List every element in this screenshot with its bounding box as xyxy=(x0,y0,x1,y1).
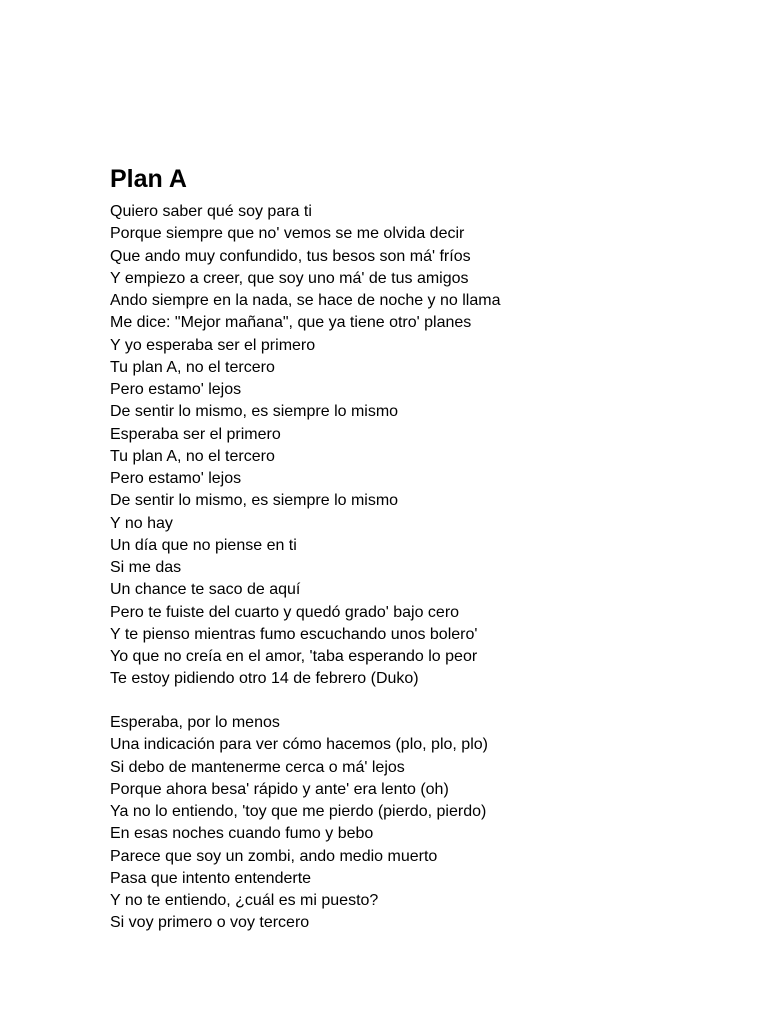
lyric-line: Te estoy pidiendo otro 14 de febrero (Duko) xyxy=(110,670,419,688)
lyric-line: Que ando muy confundido, tus besos son má' fríos xyxy=(110,247,471,265)
lyric-line: Quiero saber qué soy para ti xyxy=(110,203,312,220)
lyric-line: Porque ahora besa' rápido y ante' era lento (oh) xyxy=(110,780,449,798)
lyric-line: Parece que soy un zombi, ando medio muerto xyxy=(110,847,438,865)
lyric-line: Y yo esperaba ser el primero xyxy=(110,336,316,354)
lyric-line: Ando siempre en la nada, se hace de noche y no llama xyxy=(110,292,501,309)
lyric-line: Pero te fuiste del cuarto y quedó grado' bajo cero xyxy=(110,603,460,621)
lyric-line: Ya no lo entiendo, 'toy que me pierdo (pierdo, pierdo) xyxy=(110,803,487,820)
lyric-line: Si me das xyxy=(110,559,182,576)
lyric-line: Esperaba ser el primero xyxy=(110,425,281,443)
lyric-line: Si debo de mantenerme cerca o má' lejos xyxy=(110,758,405,776)
lyrics-stanza-2 xyxy=(110,712,488,935)
lyric-line: Si voy primero o voy tercero xyxy=(110,914,310,932)
lyric-line: Una indicación para ver cómo hacemos (plo, plo, plo) xyxy=(110,736,488,754)
lyric-line: Y no te entiendo, ¿cuál es mi puesto? xyxy=(110,892,379,909)
lyric-line: Y empiezo a creer, que soy uno má' de tus amigos xyxy=(110,269,469,287)
lyric-line: Pasa que intento entenderte xyxy=(110,869,312,887)
lyric-line: Pero estamo' lejos xyxy=(110,381,242,398)
lyric-line: Me dice: "Mejor mañana", que ya tiene otro' planes xyxy=(110,314,472,332)
lyric-line: Esperaba, por lo menos xyxy=(110,714,280,731)
lyric-line: De sentir lo mismo, es siempre lo mismo xyxy=(110,403,399,421)
lyric-line: Y no hay xyxy=(110,514,173,532)
lyric-line: Un chance te saco de aquí xyxy=(110,581,301,599)
lyric-line: En esas noches cuando fumo y bebo xyxy=(110,825,374,843)
lyric-line: Pero estamo' lejos xyxy=(110,470,242,487)
lyric-line: Un día que no piense en ti xyxy=(110,536,297,554)
document-title: Plan A xyxy=(110,165,187,193)
lyric-line: Porque siempre que no' vemos se me olvida decir xyxy=(110,225,465,243)
lyrics-stanza-1 xyxy=(110,201,500,691)
lyric-line: De sentir lo mismo, es siempre lo mismo xyxy=(110,492,399,510)
lyric-line: Yo que no creía en el amor, 'taba esperando lo peor xyxy=(110,648,478,665)
lyric-line: Tu plan A, no el tercero xyxy=(110,358,275,376)
lyric-line: Y te pienso mientras fumo escuchando unos bolero' xyxy=(110,625,478,643)
lyric-line: Tu plan A, no el tercero xyxy=(110,447,275,465)
